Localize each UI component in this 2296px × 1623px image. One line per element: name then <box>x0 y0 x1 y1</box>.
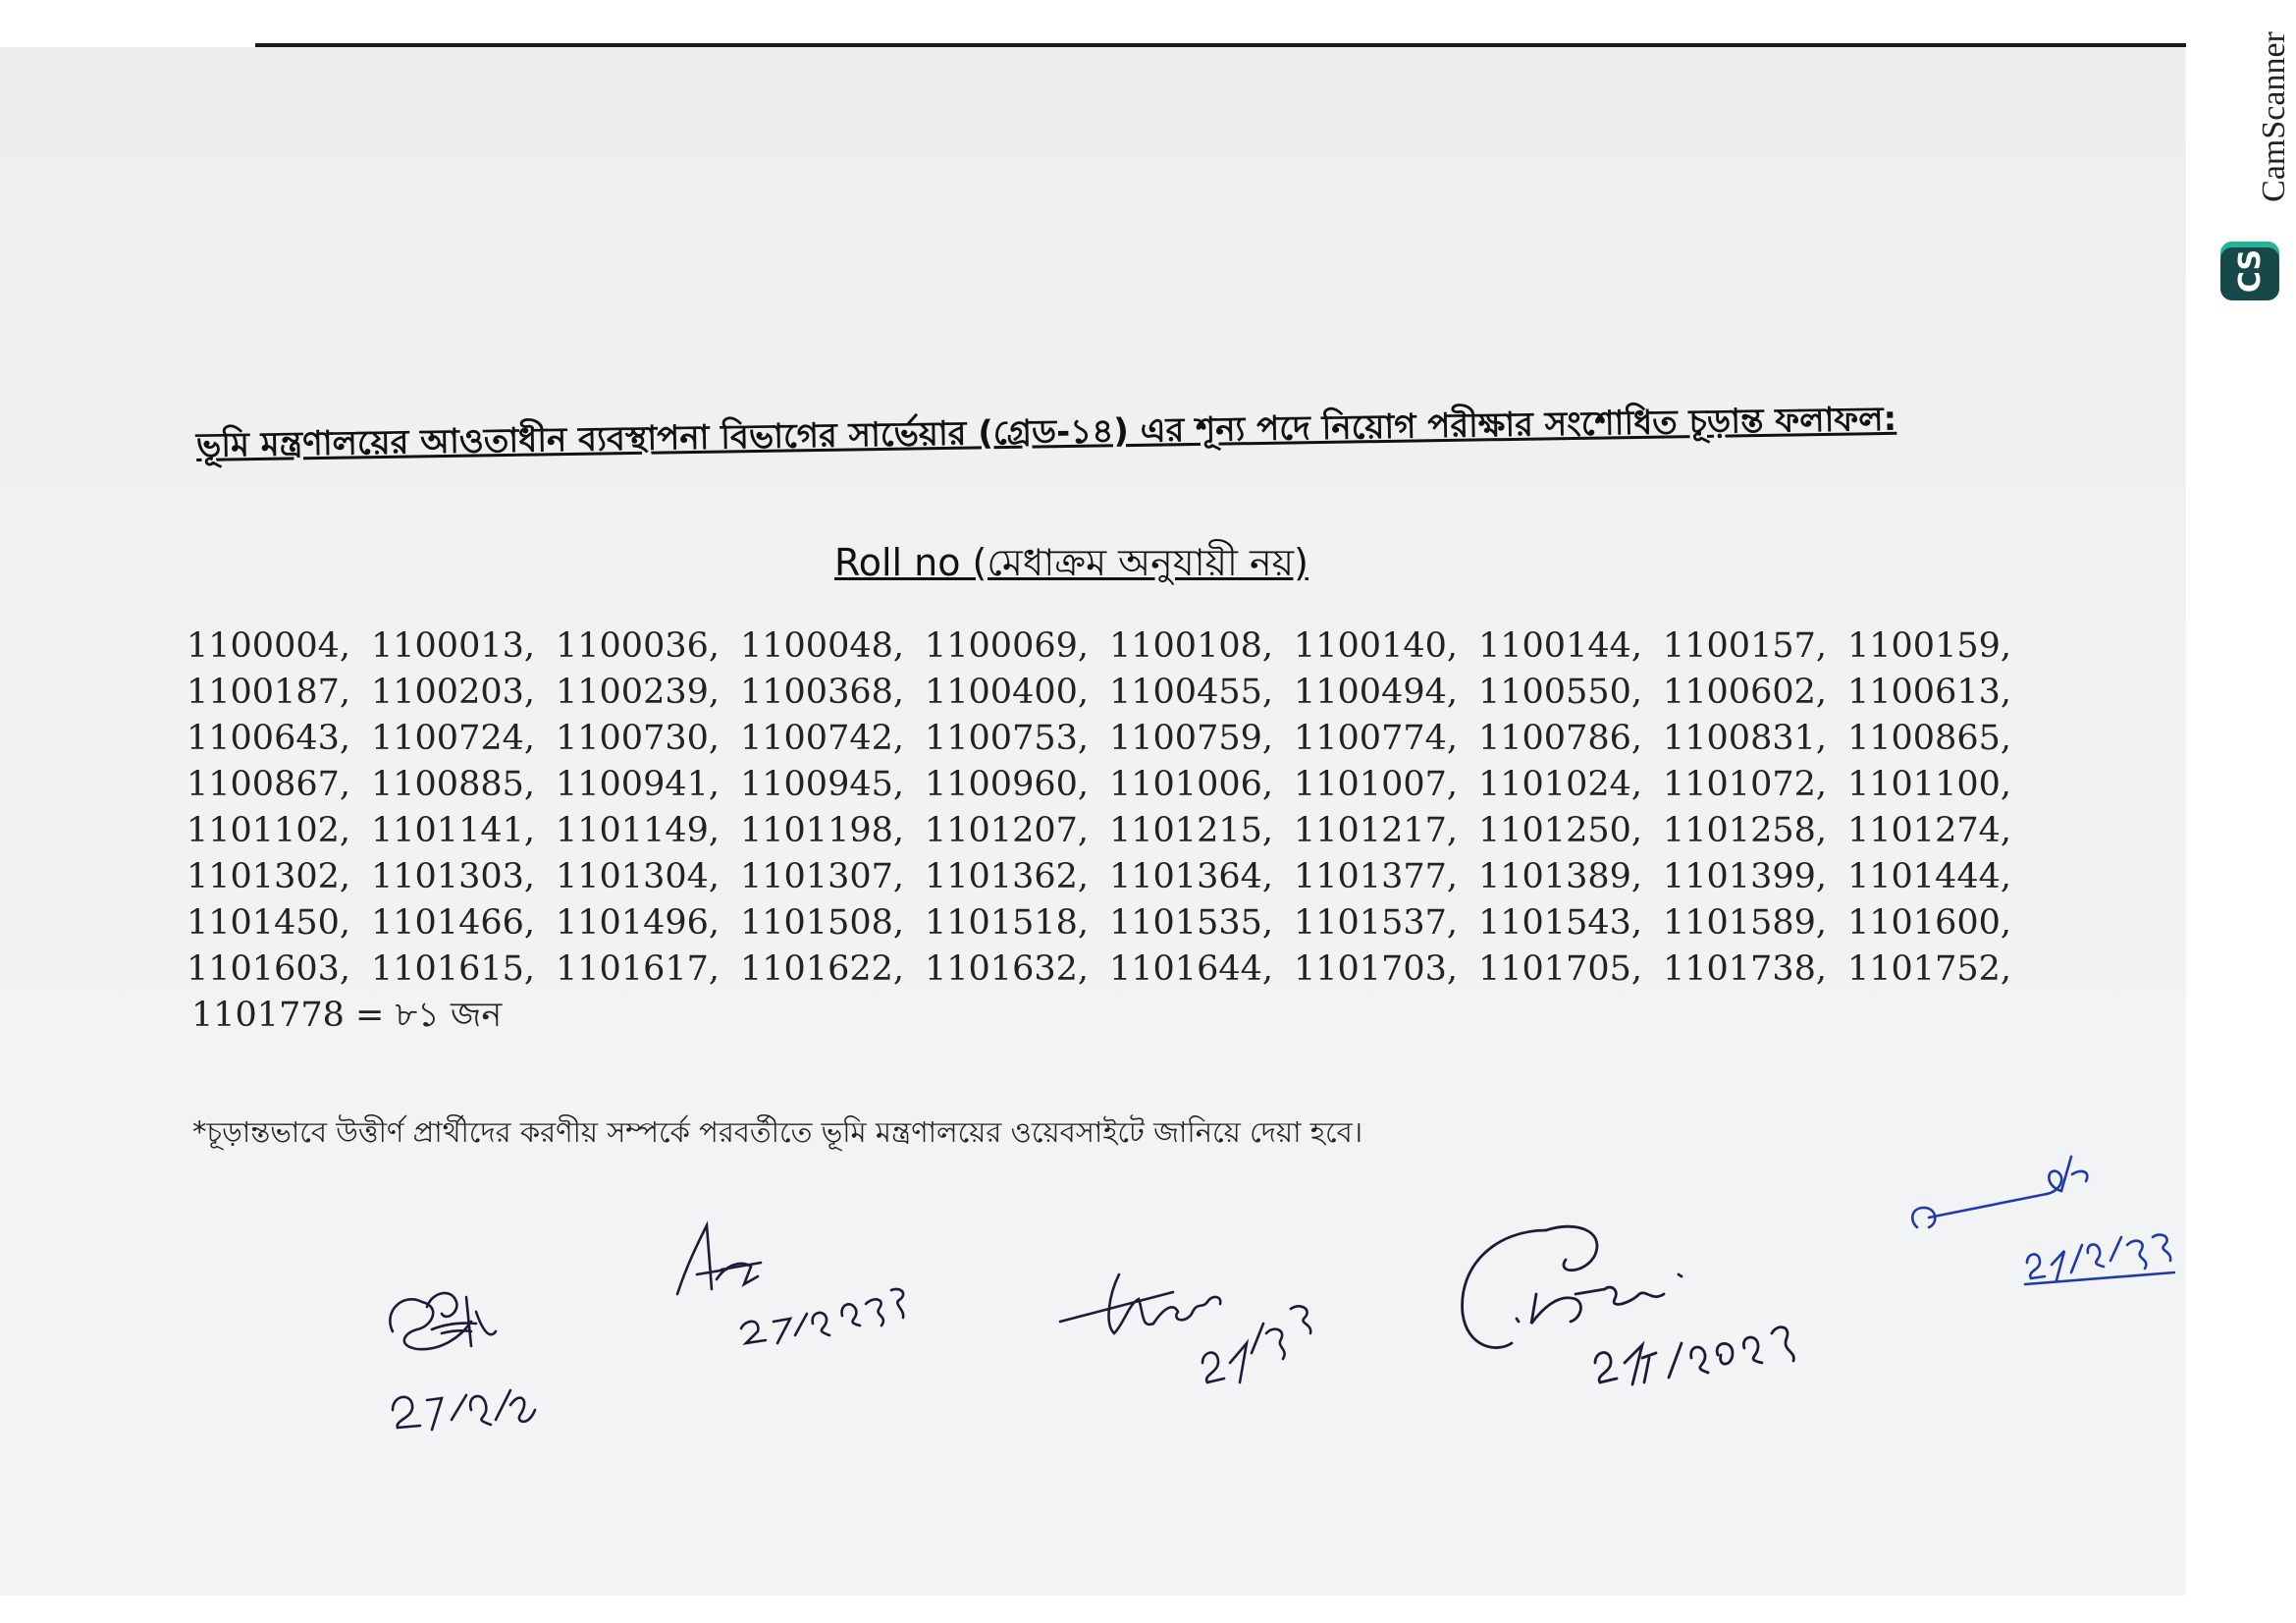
signature-3 <box>1055 1186 1320 1396</box>
roll-number: 1101207, <box>925 811 1090 850</box>
roll-number: 1100960, <box>925 765 1090 804</box>
roll-number: 1100368, <box>740 673 905 712</box>
camscanner-logo-text: CS <box>2232 248 2268 294</box>
roll-number: 1100036, <box>556 626 721 666</box>
roll-number: 1101632, <box>925 949 1090 989</box>
roll-total-line: 1101778 = ৮১ জন <box>191 996 503 1035</box>
roll-number: 1101703, <box>1294 949 1459 989</box>
roll-number: 1101102, <box>187 811 351 850</box>
roll-number: 1100867, <box>187 765 351 804</box>
roll-number: 1101589, <box>1663 903 1828 943</box>
roll-number: 1100108, <box>1109 626 1274 666</box>
roll-number: 1101543, <box>1478 903 1643 943</box>
roll-number: 1101007, <box>1294 765 1459 804</box>
signature-5 <box>1899 1147 2194 1308</box>
roll-number: 1101217, <box>1294 811 1459 850</box>
roll-number: 1101617, <box>556 949 721 989</box>
roll-number: 1101141, <box>371 811 536 850</box>
roll-number: 1101450, <box>187 903 351 943</box>
signature-2 <box>667 1206 923 1377</box>
roll-number: 1100941, <box>556 765 721 804</box>
roll-number: 1100759, <box>1109 719 1274 758</box>
roll-number: 1100004, <box>187 626 351 666</box>
roll-number: 1100013, <box>371 626 536 666</box>
roll-number: 1100455, <box>1109 673 1274 712</box>
roll-number: 1101615, <box>371 949 536 989</box>
roll-number: 1100602, <box>1663 673 1828 712</box>
roll-number: 1100203, <box>371 673 536 712</box>
roll-number: 1101274, <box>1847 811 2012 850</box>
roll-number: 1101644, <box>1109 949 1274 989</box>
roll-number: 1100885, <box>371 765 536 804</box>
roll-number: 1101198, <box>740 811 905 850</box>
roll-number: 1101600, <box>1847 903 2012 943</box>
roll-number: 1101215, <box>1109 811 1274 850</box>
roll-number-list <box>187 626 2032 989</box>
roll-number: 1100140, <box>1294 626 1459 666</box>
camscanner-watermark-text: CamScanner <box>2255 31 2292 202</box>
roll-number: 1101258, <box>1663 811 1828 850</box>
roll-number: 1101622, <box>740 949 905 989</box>
roll-number: 1100187, <box>187 673 351 712</box>
roll-number: 1100157, <box>1663 626 1828 666</box>
scanned-paper <box>0 43 2186 1596</box>
roll-number: 1100774, <box>1294 719 1459 758</box>
roll-number: 1100144, <box>1478 626 1643 666</box>
roll-number: 1101518, <box>925 903 1090 943</box>
roll-number: 1101752, <box>1847 949 2012 989</box>
roll-number: 1101149, <box>556 811 721 850</box>
document-heading: ভূমি মন্ত্রণালয়ের আওতাধীন ব্যবস্থাপনা বিভাগের সার্ভেয়ার (গ্রেড-১৪) এর শূন্য পদে নিয়োগ পরীক্ষার সংশোধিত চূড়ান্ত ফলাফল: <box>195 399 1897 465</box>
roll-number: 1101466, <box>371 903 536 943</box>
roll-number: 1101537, <box>1294 903 1459 943</box>
roll-number: 1101738, <box>1663 949 1828 989</box>
camscanner-logo-icon <box>2220 242 2279 300</box>
roll-number: 1100730, <box>556 719 721 758</box>
roll-number: 1100865, <box>1847 719 2012 758</box>
roll-number: 1101250, <box>1478 811 1643 850</box>
roll-number: 1100753, <box>925 719 1090 758</box>
roll-number: 1101389, <box>1478 857 1643 896</box>
roll-number: 1101100, <box>1847 765 2012 804</box>
roll-number: 1101444, <box>1847 857 2012 896</box>
roll-number: 1101535, <box>1109 903 1274 943</box>
roll-number: 1100742, <box>740 719 905 758</box>
roll-number: 1101399, <box>1663 857 1828 896</box>
roll-number: 1101364, <box>1109 857 1274 896</box>
roll-number: 1100831, <box>1663 719 1828 758</box>
roll-number: 1100550, <box>1478 673 1643 712</box>
roll-number: 1101705, <box>1478 949 1643 989</box>
signature-1 <box>373 1253 560 1453</box>
roll-number: 1100724, <box>371 719 536 758</box>
roll-number: 1100159, <box>1847 626 2012 666</box>
roll-number: 1101603, <box>187 949 351 989</box>
roll-number: 1100786, <box>1478 719 1643 758</box>
roll-number: 1101303, <box>371 857 536 896</box>
roll-number: 1101006, <box>1109 765 1274 804</box>
roll-subheading: Roll no (মেধাক্রম অনুযায়ী নয়) <box>834 541 1308 584</box>
roll-number: 1101304, <box>556 857 721 896</box>
roll-number: 1101377, <box>1294 857 1459 896</box>
roll-number: 1100613, <box>1847 673 2012 712</box>
roll-number: 1101508, <box>740 903 905 943</box>
roll-number: 1100239, <box>556 673 721 712</box>
roll-number: 1100643, <box>187 719 351 758</box>
roll-number: 1100069, <box>925 626 1090 666</box>
footnote: *চূড়ান্তভাবে উত্তীর্ণ প্রার্থীদের করণীয় সম্পর্কে পরবর্তীতে ভূমি মন্ত্রণালয়ের ওয়েবসাইটে জানিয়ে দেয়া হবে। <box>192 1115 1363 1149</box>
roll-number: 1101307, <box>740 857 905 896</box>
roll-number: 1101072, <box>1663 765 1828 804</box>
roll-number: 1100048, <box>740 626 905 666</box>
roll-number: 1100945, <box>740 765 905 804</box>
signature-4 <box>1438 1176 1821 1416</box>
roll-number: 1101362, <box>925 857 1090 896</box>
roll-number: 1100494, <box>1294 673 1459 712</box>
roll-number: 1101024, <box>1478 765 1643 804</box>
roll-number: 1101496, <box>556 903 721 943</box>
roll-number: 1101302, <box>187 857 351 896</box>
roll-number: 1100400, <box>925 673 1090 712</box>
